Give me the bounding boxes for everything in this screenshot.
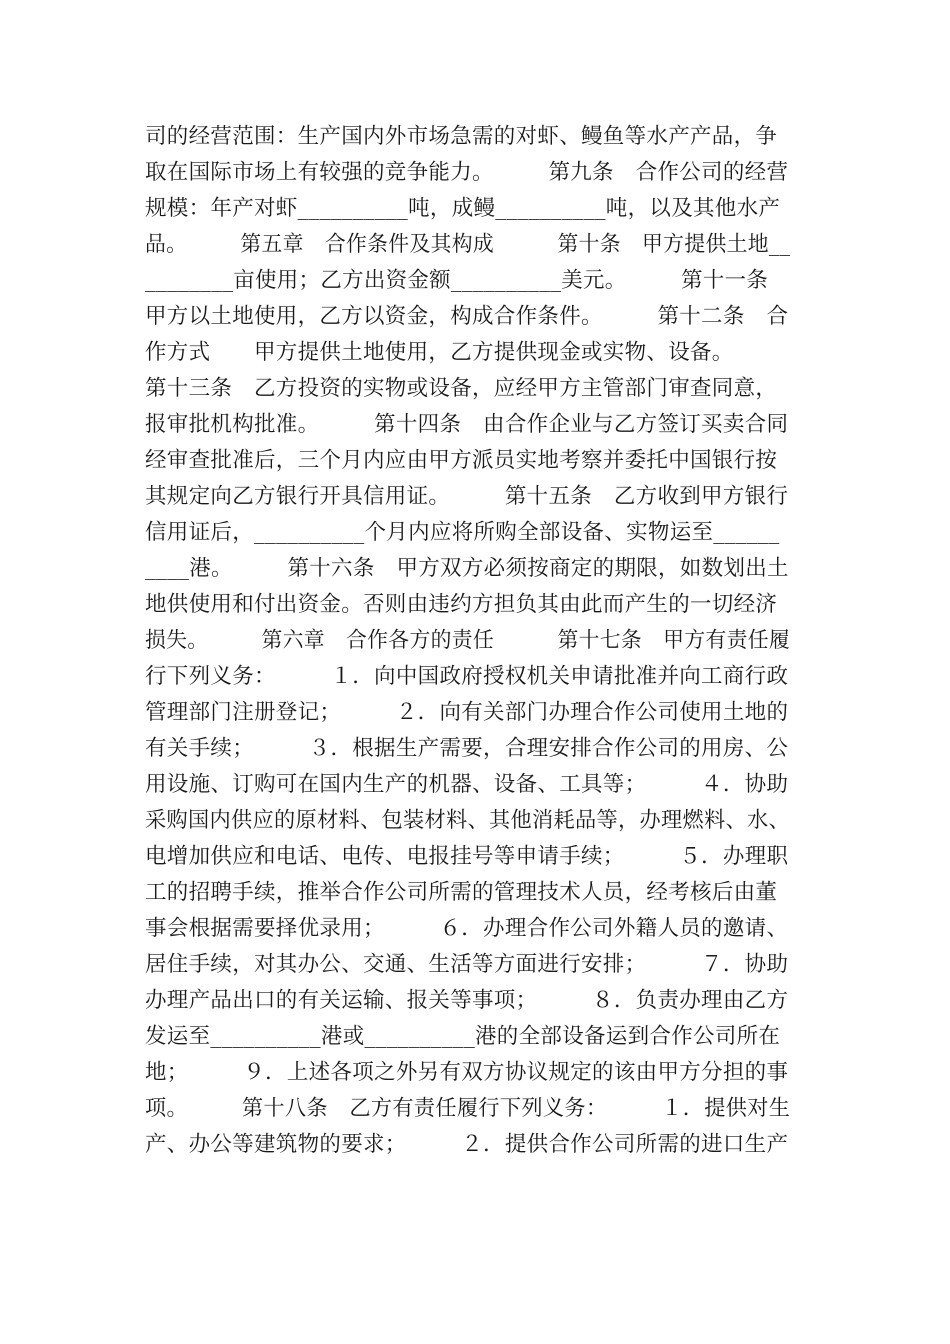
text-line: 管理部门注册登记； ２．向有关部门办理合作公司使用土地的 [145, 700, 789, 725]
text-line: 采购国内供应的原材料、包装材料、其他消耗品等，办理燃料、水、 [145, 808, 791, 833]
text-line: 其规定向乙方银行开具信用证。 第十五条 乙方收到甲方银行 [145, 484, 789, 509]
text-line: 信用证后，__________个月内应将所购全部设备、实物运至______ [145, 520, 780, 545]
text-line: 用设施、订购可在国内生产的机器、设备、工具等； ４．协助 [145, 772, 789, 797]
text-line: 有关手续； ３．根据生产需要，合理安排合作公司的用房、公 [145, 736, 789, 761]
text-line: 经审查批准后，三个月内应由甲方派员实地考察并委托中国银行按 [145, 448, 778, 473]
text-line: 办理产品出口的有关运输、报关等事项； ８．负责办理由乙方 [145, 988, 789, 1013]
text-line: 居住手续，对其办公、交通、生活等方面进行安排； ７．协助 [145, 952, 789, 977]
text-line: 发运至__________港或__________港的全部设备运到合作公司所在 [145, 1024, 781, 1049]
text-line: 行下列义务： １．向中国政府授权机关申请批准并向工商行政 [145, 664, 789, 689]
text-line: 品。 第五章 合作条件及其构成 第十条 甲方提供土地__ [145, 232, 791, 257]
text-line: 地； ９．上述各项之外另有双方协议规定的该由甲方分担的事 [145, 1060, 789, 1085]
text-line: 产、办公等建筑物的要求； ２．提供合作公司所需的进口生产 [145, 1132, 789, 1157]
text-line: 第十三条 乙方投资的实物或设备，应经甲方主管部门审查同意， [145, 376, 778, 401]
text-line: 损失。 第六章 合作各方的责任 第十七条 甲方有责任履 [145, 628, 791, 653]
text-line: 工的招聘手续，推举合作公司所需的管理技术人员，经考核后由董 [145, 880, 778, 905]
text-line: 电增加供应和电话、电传、电报挂号等申请手续； ５．办理职 [145, 844, 789, 869]
text-line: ____港。 第十六条 甲方双方必须按商定的期限，如数划出土 [145, 556, 789, 581]
text-line: 作方式 甲方提供土地使用，乙方提供现金或实物、设备。 [145, 340, 734, 365]
text-line: 项。 第十八条 乙方有责任履行下列义务： １．提供对生 [145, 1096, 791, 1121]
text-line: 取在国际市场上有较强的竞争能力。 第九条 合作公司的经营 [145, 160, 789, 185]
text-line: 规模：年产对虾__________吨，成鳗__________吨，以及其他水产 [145, 196, 781, 221]
text-line: 司的经营范围：生产国内外市场急需的对虾、鳗鱼等水产产品，争 [145, 124, 778, 149]
text-line: 事会根据需要择优录用； ６．办理合作公司外籍人员的邀请、 [145, 916, 789, 941]
text-line: ________亩使用；乙方出资金额__________美元。 第十一条 [145, 268, 790, 293]
text-line: 甲方以土地使用，乙方以资金，构成合作条件。 第十二条 合 [145, 304, 789, 329]
text-line: 报审批机构批准。 第十四条 由合作企业与乙方签订买卖合同 [145, 412, 789, 437]
text-line: 地供使用和付出资金。否则由违约方担负其由此而产生的一切经济 [145, 592, 778, 617]
